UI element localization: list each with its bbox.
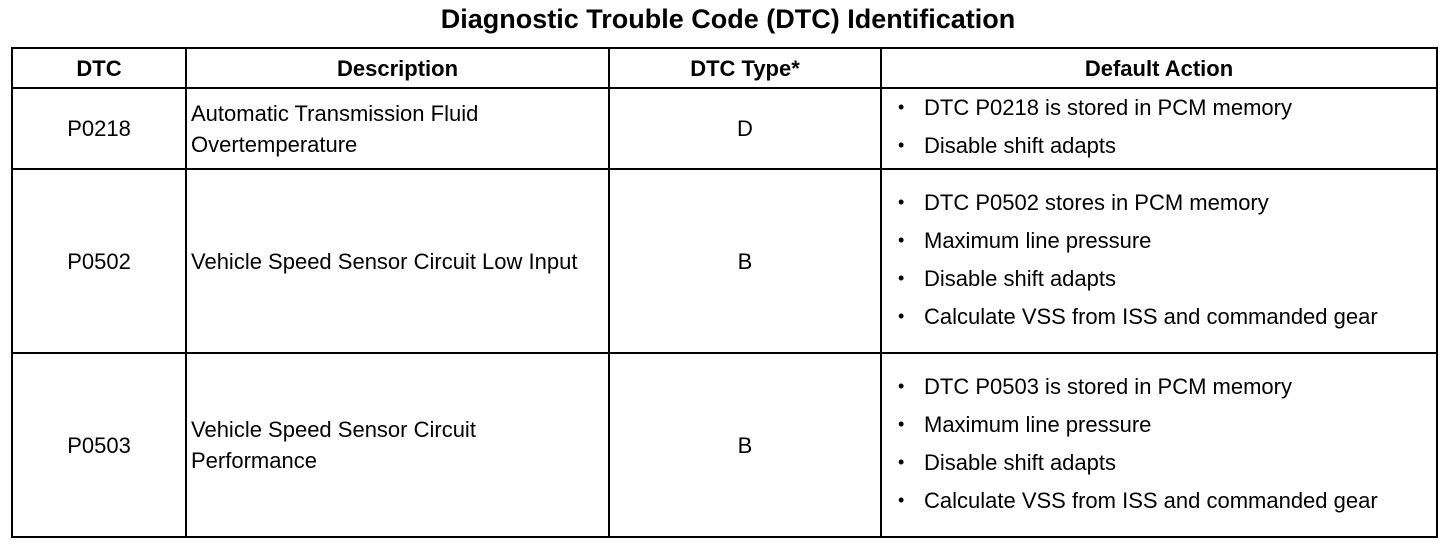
description-cell: Automatic Transmission Fluid Overtemperature (186, 88, 609, 169)
action-text: DTC P0502 stores in PCM memory (924, 189, 1269, 215)
bullet-icon: • (898, 305, 905, 326)
bullet-icon: • (898, 267, 905, 288)
action-text: Disable shift adapts (924, 449, 1116, 475)
action-item (898, 485, 1412, 516)
table-header-row (12, 48, 1437, 88)
table-row (12, 353, 1437, 537)
column-header-dtc-type: DTC Type* (609, 48, 881, 88)
page-title: Diagnostic Trouble Code (DTC) Identification (440, 4, 1016, 34)
bullet-icon: • (898, 451, 905, 472)
bullet-icon: • (898, 191, 905, 212)
dtc-type-cell: B (609, 169, 881, 353)
default-action-cell (881, 169, 1437, 353)
column-header-default-action: Default Action (881, 48, 1437, 88)
action-item (898, 187, 1412, 218)
action-text: Disable shift adapts (924, 265, 1116, 291)
action-item (898, 447, 1412, 478)
default-action-cell (881, 353, 1437, 537)
action-item (898, 263, 1412, 294)
dtc-code-cell: P0218 (12, 88, 186, 169)
action-text: Disable shift adapts (924, 133, 1116, 158)
description-cell: Vehicle Speed Sensor Circuit Performance (186, 353, 609, 537)
table-row (12, 88, 1437, 169)
description-cell: Vehicle Speed Sensor Circuit Low Input (186, 169, 609, 353)
action-text: Maximum line pressure (924, 411, 1152, 437)
action-item (898, 301, 1412, 332)
action-list (898, 371, 1412, 516)
dtc-code-cell: P0502 (12, 169, 186, 353)
action-text: DTC P0218 is stored in PCM memory (924, 95, 1292, 120)
action-list (898, 92, 1412, 161)
dtc-type-cell: D (609, 88, 881, 169)
action-text: Calculate VSS from ISS and commanded gear (924, 303, 1378, 329)
default-action-cell (881, 88, 1437, 169)
column-header-dtc: DTC (12, 48, 186, 88)
action-text: Maximum line pressure (924, 227, 1152, 253)
bullet-icon: • (898, 135, 905, 155)
bullet-icon: • (898, 489, 905, 510)
dtc-code-cell: P0503 (12, 353, 186, 537)
dtc-type-cell: B (609, 353, 881, 537)
action-text: Calculate VSS from ISS and commanded gear (924, 487, 1378, 513)
action-item (898, 409, 1412, 440)
bullet-icon: • (898, 413, 905, 434)
action-item (898, 92, 1412, 123)
column-header-description: Description (186, 48, 609, 88)
bullet-icon: • (898, 97, 905, 117)
bullet-icon: • (898, 229, 905, 250)
bullet-icon: • (898, 375, 905, 396)
action-list (898, 187, 1412, 332)
action-item (898, 225, 1412, 256)
action-item (898, 130, 1412, 161)
action-item (898, 371, 1412, 402)
dtc-table (11, 47, 1438, 538)
action-text: DTC P0503 is stored in PCM memory (924, 373, 1292, 399)
table-row (12, 169, 1437, 353)
